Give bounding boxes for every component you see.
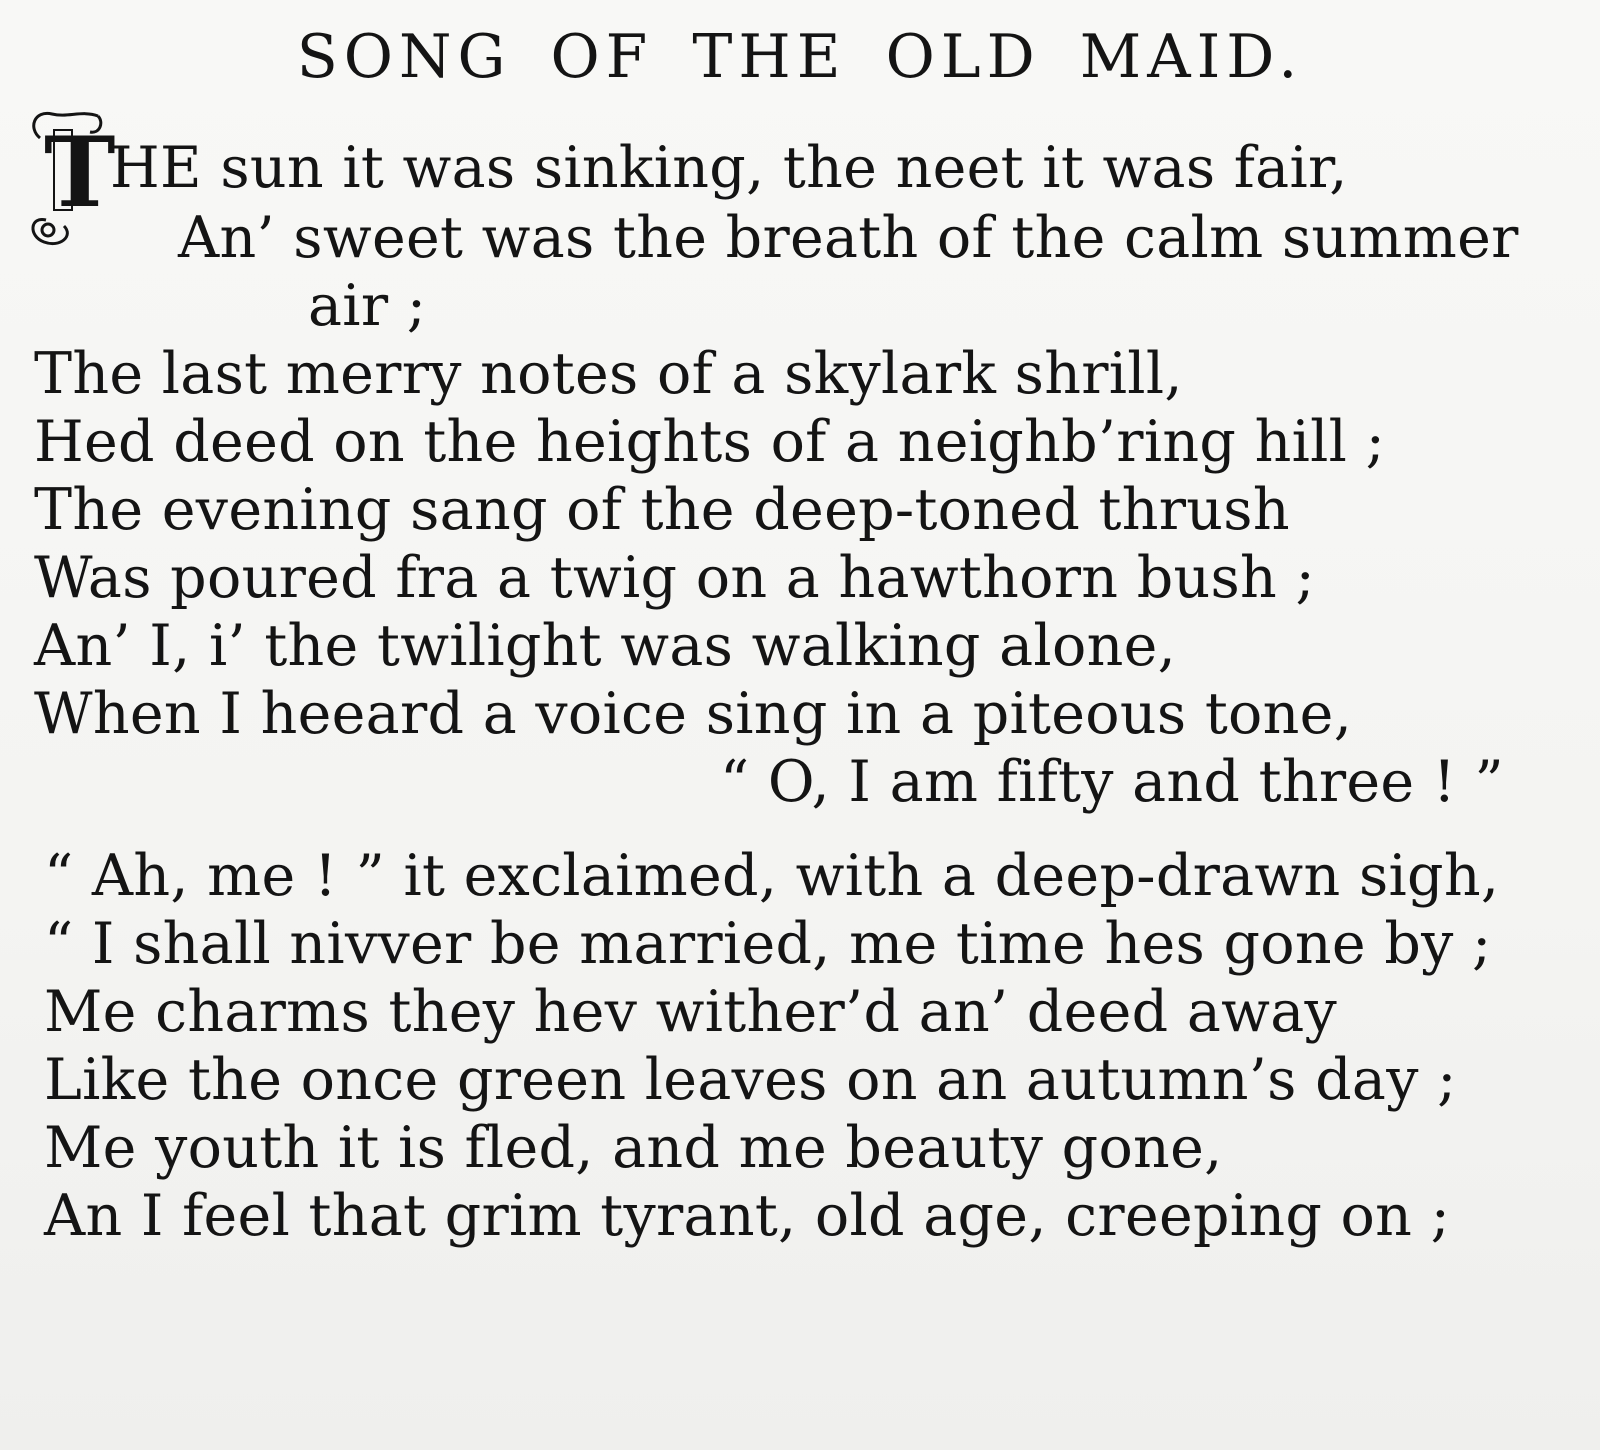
poem-line: HE sun it was sinking, the neet it was fair, xyxy=(110,135,1348,201)
poem-line: Me charms they hev wither’d an’ deed away xyxy=(44,979,1338,1045)
svg-text:T: T xyxy=(44,116,116,229)
poem-line: When I heeard a voice sing in a piteous tone, xyxy=(34,681,1353,747)
poem-line: Me youth it is fled, and me beauty gone, xyxy=(44,1115,1223,1181)
poem-line: Hed deed on the heights of a neighb’ring hill ; xyxy=(34,409,1386,475)
poem-line: Was poured fra a twig on a hawthorn bush ; xyxy=(34,545,1315,611)
drop-cap-ornament-icon xyxy=(24,108,116,248)
poem-line: “ Ah, me ! ” it exclaimed, with a deep-drawn sigh, xyxy=(44,843,1500,909)
poem-line: An I feel that grim tyrant, old age, creeping on ; xyxy=(44,1183,1451,1249)
poem-title: SONG OF THE OLD MAID. xyxy=(296,22,1304,92)
poem-refrain: “ O, I am fifty and three ! ” xyxy=(720,749,1504,815)
poem-line: “ I shall nivver be married, me time hes gone by ; xyxy=(44,911,1492,977)
ornamental-drop-cap xyxy=(24,108,116,248)
poem-line: The last merry notes of a skylark shrill, xyxy=(34,341,1183,407)
poem-line: The evening sang of the deep-toned thrush xyxy=(34,477,1290,543)
poem-line: An’ sweet was the breath of the calm summer xyxy=(178,205,1519,271)
poem-line: Like the once green leaves on an autumn’s day ; xyxy=(44,1047,1457,1113)
poem-line: An’ I, i’ the twilight was walking alone, xyxy=(34,613,1177,679)
poem-line: air ; xyxy=(308,273,427,339)
